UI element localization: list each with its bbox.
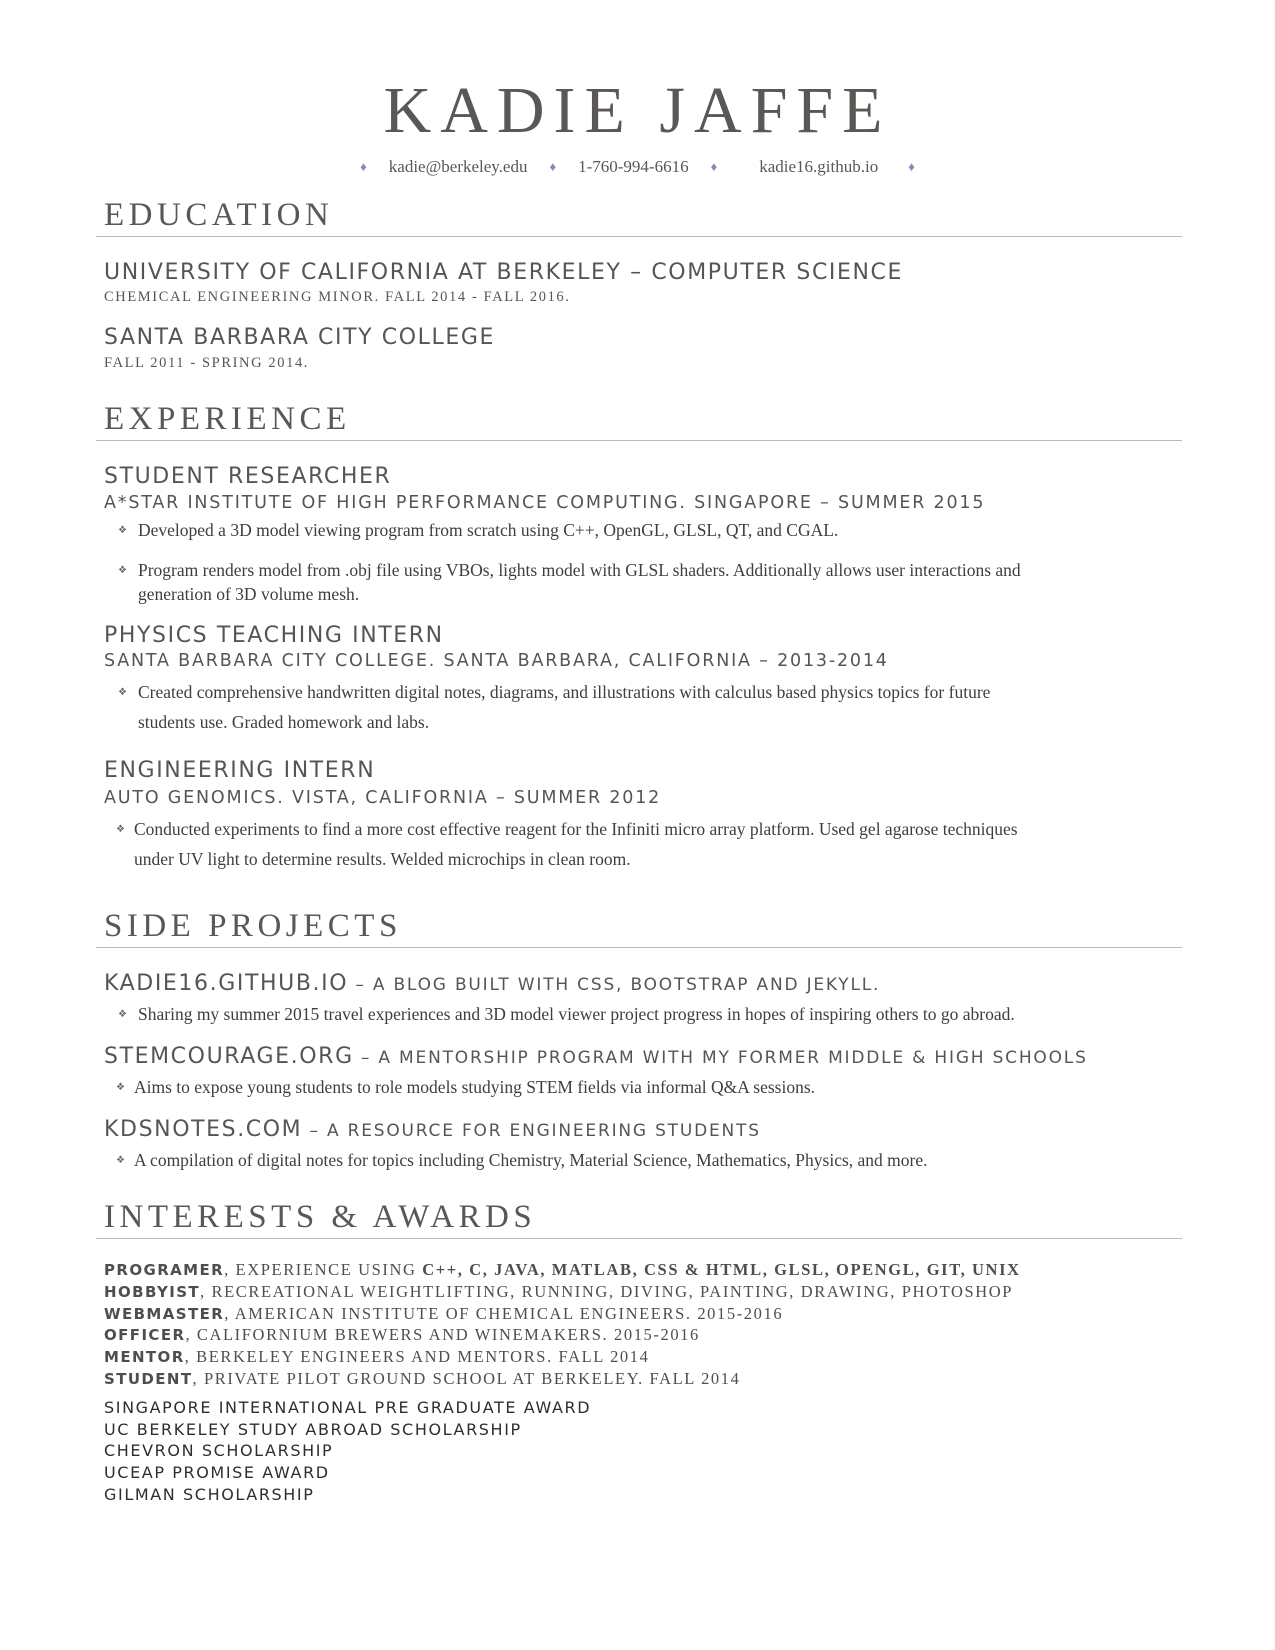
diamond-icon: ♦ xyxy=(360,159,367,174)
interest-item: PROGRAMER, EXPERIENCE USING C++, C, JAVA, MATLAB, CSS & HTML, GLSL, OPENGL, GIT, UNIX xyxy=(104,1260,1021,1279)
diamond-icon: ♦ xyxy=(710,159,718,174)
award-item: UC BERKELEY STUDY ABROAD SCHOLARSHIP xyxy=(104,1420,522,1439)
bullet-icon: ❖ xyxy=(116,824,125,835)
job-bullet: ❖ Program renders model from .obj file using VBOs, lights model with GLSL shaders. Additionally allows user interactions and generation of 3D volume mesh. xyxy=(118,560,1021,604)
bullet-icon: ❖ xyxy=(118,525,127,536)
interest-item: OFFICER, CALIFORNIUM BREWERS AND WINEMAKERS. 2015-2016 xyxy=(104,1325,700,1344)
job-organization: AUTO GENOMICS. VISTA, CALIFORNIA – SUMMER 2012 xyxy=(104,788,662,808)
section-divider xyxy=(96,947,1182,948)
email-link[interactable]: kadie@berkeley.edu xyxy=(388,157,528,176)
education-detail: FALL 2011 - SPRING 2014. xyxy=(104,355,310,371)
interest-item: WEBMASTER, AMERICAN INSTITUTE OF CHEMICAL ENGINEERS. 2015-2016 xyxy=(104,1304,784,1323)
contact-line xyxy=(0,157,1275,177)
project-bullet: ❖ A compilation of digital notes for topics including Chemistry, Material Science, Mathematics, Physics, and more. xyxy=(116,1150,928,1170)
interest-item: HOBBYIST, RECREATIONAL WEIGHTLIFTING, RUNNING, DIVING, PAINTING, DRAWING, PHOTOSHOP xyxy=(104,1282,1014,1301)
job-title: ENGINEERING INTERN xyxy=(104,758,376,783)
section-title-interests-awards: INTERESTS & AWARDS xyxy=(104,1199,537,1235)
project-bullet: ❖ Aims to expose young students to role models studying STEM fields via informal Q&A sessions. xyxy=(116,1077,816,1097)
project-heading: KDSNOTES.COM – A RESOURCE FOR ENGINEERING STUDENTS xyxy=(104,1117,761,1142)
job-title: STUDENT RESEARCHER xyxy=(104,464,392,489)
job-title: PHYSICS TEACHING INTERN xyxy=(104,623,444,648)
project-link[interactable]: KDSNOTES.COM xyxy=(104,1117,303,1142)
project-heading: KADIE16.GITHUB.IO – A BLOG BUILT WITH CSS, BOOTSTRAP AND JEKYLL. xyxy=(104,971,881,996)
bullet-icon: ❖ xyxy=(118,1009,127,1020)
section-divider xyxy=(96,1238,1182,1239)
education-school: UNIVERSITY OF CALIFORNIA AT BERKELEY – COMPUTER SCIENCE xyxy=(104,260,904,285)
award-item: GILMAN SCHOLARSHIP xyxy=(104,1485,315,1504)
bullet-icon: ❖ xyxy=(116,1082,125,1093)
diamond-icon: ♦ xyxy=(549,159,557,174)
project-heading: STEMCOURAGE.ORG – A MENTORSHIP PROGRAM WITH MY FORMER MIDDLE & HIGH SCHOOLS xyxy=(104,1044,1088,1069)
interest-item: STUDENT, PRIVATE PILOT GROUND SCHOOL AT BERKELEY. FALL 2014 xyxy=(104,1369,741,1388)
award-item: SINGAPORE INTERNATIONAL PRE GRADUATE AWARD xyxy=(104,1398,592,1417)
project-link[interactable]: STEMCOURAGE.ORG xyxy=(104,1044,354,1069)
job-bullet: ❖ Developed a 3D model viewing program from scratch using C++, OpenGL, GLSL, QT, and CGAL. xyxy=(118,520,839,540)
phone-number: 1-760-994-6616 xyxy=(578,157,689,176)
education-detail: CHEMICAL ENGINEERING MINOR. FALL 2014 - FALL 2016. xyxy=(104,289,571,305)
diamond-icon: ♦ xyxy=(908,159,915,174)
job-bullet: ❖ Created comprehensive handwritten digital notes, diagrams, and illustrations with calculus based physics topics for future students use. Graded homework and labs. xyxy=(118,682,991,732)
education-school: SANTA BARBARA CITY COLLEGE xyxy=(104,325,496,350)
interest-item: MENTOR, BERKELEY ENGINEERS AND MENTORS. FALL 2014 xyxy=(104,1347,650,1366)
job-organization: A*STAR INSTITUTE OF HIGH PERFORMANCE COMPUTING. SINGAPORE – SUMMER 2015 xyxy=(104,493,986,513)
bullet-icon: ❖ xyxy=(118,687,127,698)
award-item: CHEVRON SCHOLARSHIP xyxy=(104,1441,334,1460)
section-title-side-projects: SIDE PROJECTS xyxy=(104,908,402,944)
award-item: UCEAP PROMISE AWARD xyxy=(104,1463,330,1482)
project-bullet: ❖ Sharing my summer 2015 travel experiences and 3D model viewer project progress in hopes of inspiring others to go abroad. xyxy=(118,1004,1015,1024)
website-link[interactable]: kadie16.github.io xyxy=(759,157,879,176)
section-divider xyxy=(96,236,1182,237)
job-organization: SANTA BARBARA CITY COLLEGE. SANTA BARBARA, CALIFORNIA – 2013-2014 xyxy=(104,651,889,671)
candidate-name: KADIE JAFFE xyxy=(383,74,892,147)
project-link[interactable]: KADIE16.GITHUB.IO xyxy=(104,971,349,996)
section-divider xyxy=(96,440,1182,441)
bullet-icon: ❖ xyxy=(118,565,127,576)
section-title-education: EDUCATION xyxy=(104,197,334,233)
job-bullet: ❖ Conducted experiments to find a more cost effective reagent for the Infiniti micro array platform. Used gel agarose techniques under UV light to determine results. Welded microchips in clean room. xyxy=(116,819,1018,869)
bullet-icon: ❖ xyxy=(116,1155,125,1166)
section-title-experience: EXPERIENCE xyxy=(104,401,351,437)
